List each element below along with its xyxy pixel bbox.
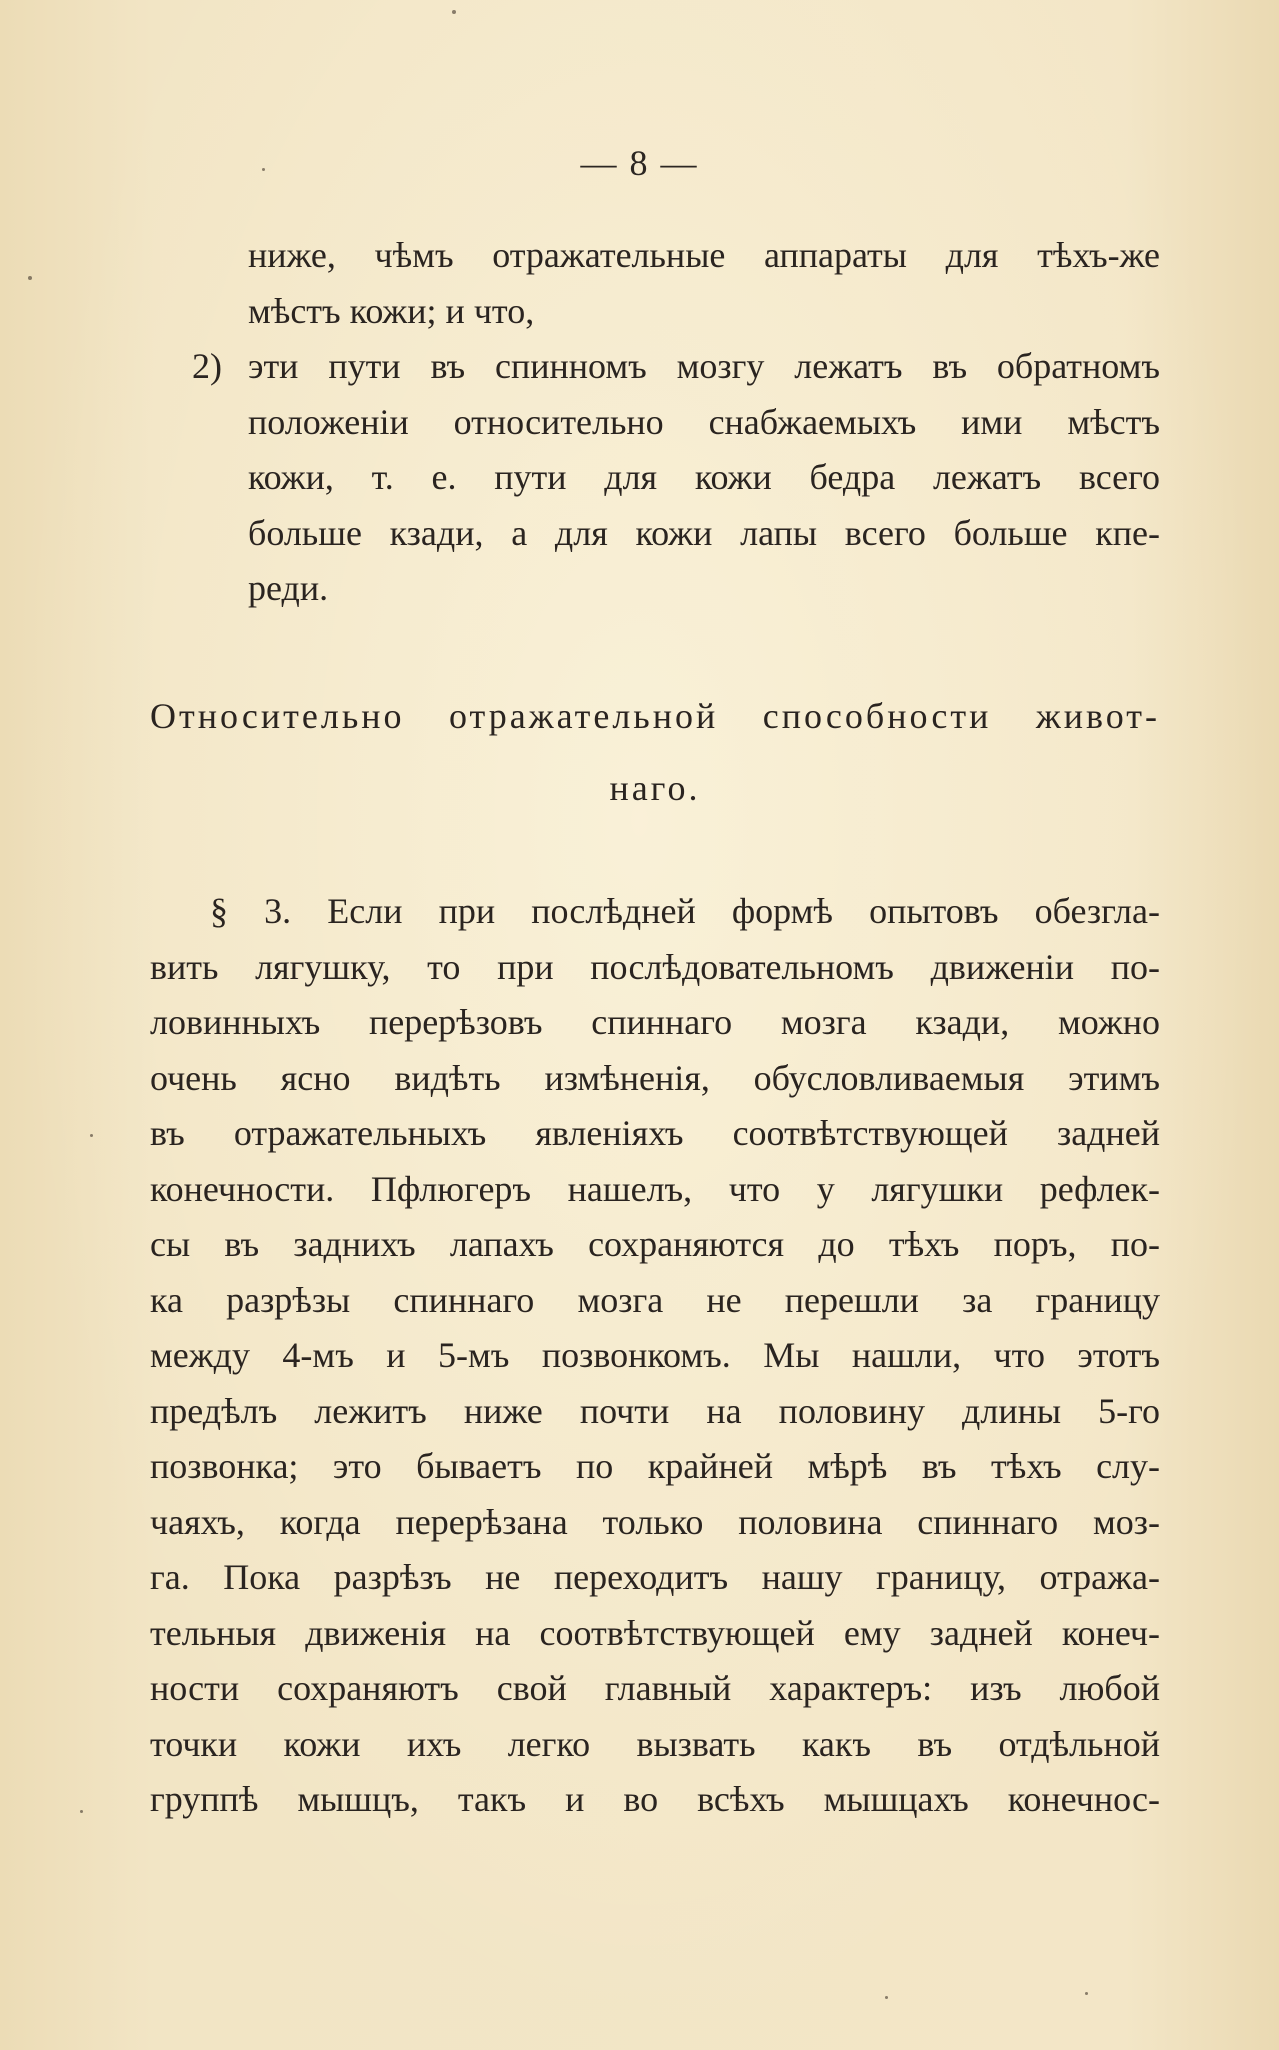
paragraph-line: группѣ мышцъ, такъ и во всѣхъ мышцахъ конечнос-	[150, 1779, 1160, 1819]
body-paragraph	[150, 884, 1160, 1828]
list-item-line: кожи, т. е. пути для кожи бедра лежатъ всего	[248, 457, 1160, 497]
list-item-line: больше кзади, а для кожи лапы всего больше кпе-	[248, 512, 1160, 553]
page-number: — 8 —	[580, 143, 699, 183]
paper-speck	[452, 10, 456, 14]
paper-speck	[28, 276, 32, 280]
paragraph-line: § 3. Если при послѣдней формѣ опытовъ обезгла-	[210, 891, 1160, 931]
paragraph-line: тельныя движенiя на соотвѣтствующей ему задней конеч-	[150, 1612, 1160, 1653]
paragraph-line: конечности. Пфлюгеръ нашелъ, что у лягушки рефлек-	[150, 1168, 1160, 1209]
list-item-line	[150, 339, 1160, 395]
paragraph-line: позвонка; это бываетъ по крайней мѣрѣ въ тѣхъ слу-	[150, 1446, 1160, 1486]
paragraph-line: между 4-мъ и 5-мъ позвонкомъ. Мы нашли, что этотъ	[150, 1335, 1160, 1375]
paragraph-line: очень ясно видѣть измѣненiя, обусловливаемыя этимъ	[150, 1057, 1160, 1098]
paragraph-line: въ отражательныхъ явленiяхъ соотвѣтствующей задней	[150, 1113, 1160, 1153]
list-continuation-line: мѣстъ кожи; и что,	[248, 290, 535, 331]
paragraph-line: сы въ заднихъ лапахъ сохраняются до тѣхъ поръ, по-	[150, 1224, 1160, 1264]
list-item-line: положенiи относительно снабжаемыхъ ими мѣстъ	[248, 401, 1160, 442]
heading-line: наго.	[609, 768, 701, 808]
numbered-list	[150, 228, 1160, 617]
section-heading	[150, 680, 1160, 824]
list-continuation-line: ниже, чѣмъ отражательные аппараты для тѣхъ-же	[248, 235, 1160, 275]
paper-speck	[1085, 1992, 1088, 1995]
heading-line: Относительно отражательной способности живот-	[150, 696, 1160, 736]
paragraph-line: вить лягушку, то при послѣдовательномъ движенiи по-	[150, 946, 1160, 987]
paragraph-line: чаяхъ, когда перерѣзана только половина спиннаго моз-	[150, 1501, 1160, 1542]
paper-speck	[80, 1810, 83, 1813]
paragraph-line: ловинныхъ перерѣзовъ спиннаго мозга кзади, можно	[150, 1002, 1160, 1042]
paragraph-line: предѣлъ лежитъ ниже почти на половину длины 5-го	[150, 1390, 1160, 1431]
paragraph-line: ности сохраняютъ свой главный характеръ: изъ любой	[150, 1668, 1160, 1708]
paragraph-line: точки кожи ихъ легко вызвать какъ въ отдѣльной	[150, 1723, 1160, 1764]
paragraph-line: га. Пока разрѣзъ не переходитъ нашу границу, отража-	[150, 1557, 1160, 1597]
paper-speck	[885, 1996, 888, 1999]
paragraph-line: ка разрѣзы спиннаго мозга не перешли за границу	[150, 1279, 1160, 1320]
list-item-line: реди.	[248, 568, 329, 608]
paper-speck	[262, 168, 265, 171]
list-item-marker: 2)	[192, 346, 222, 386]
paper-speck	[90, 1134, 93, 1137]
list-item-text: эти пути въ спинномъ мозгу лежатъ въ обратномъ	[248, 346, 1160, 386]
